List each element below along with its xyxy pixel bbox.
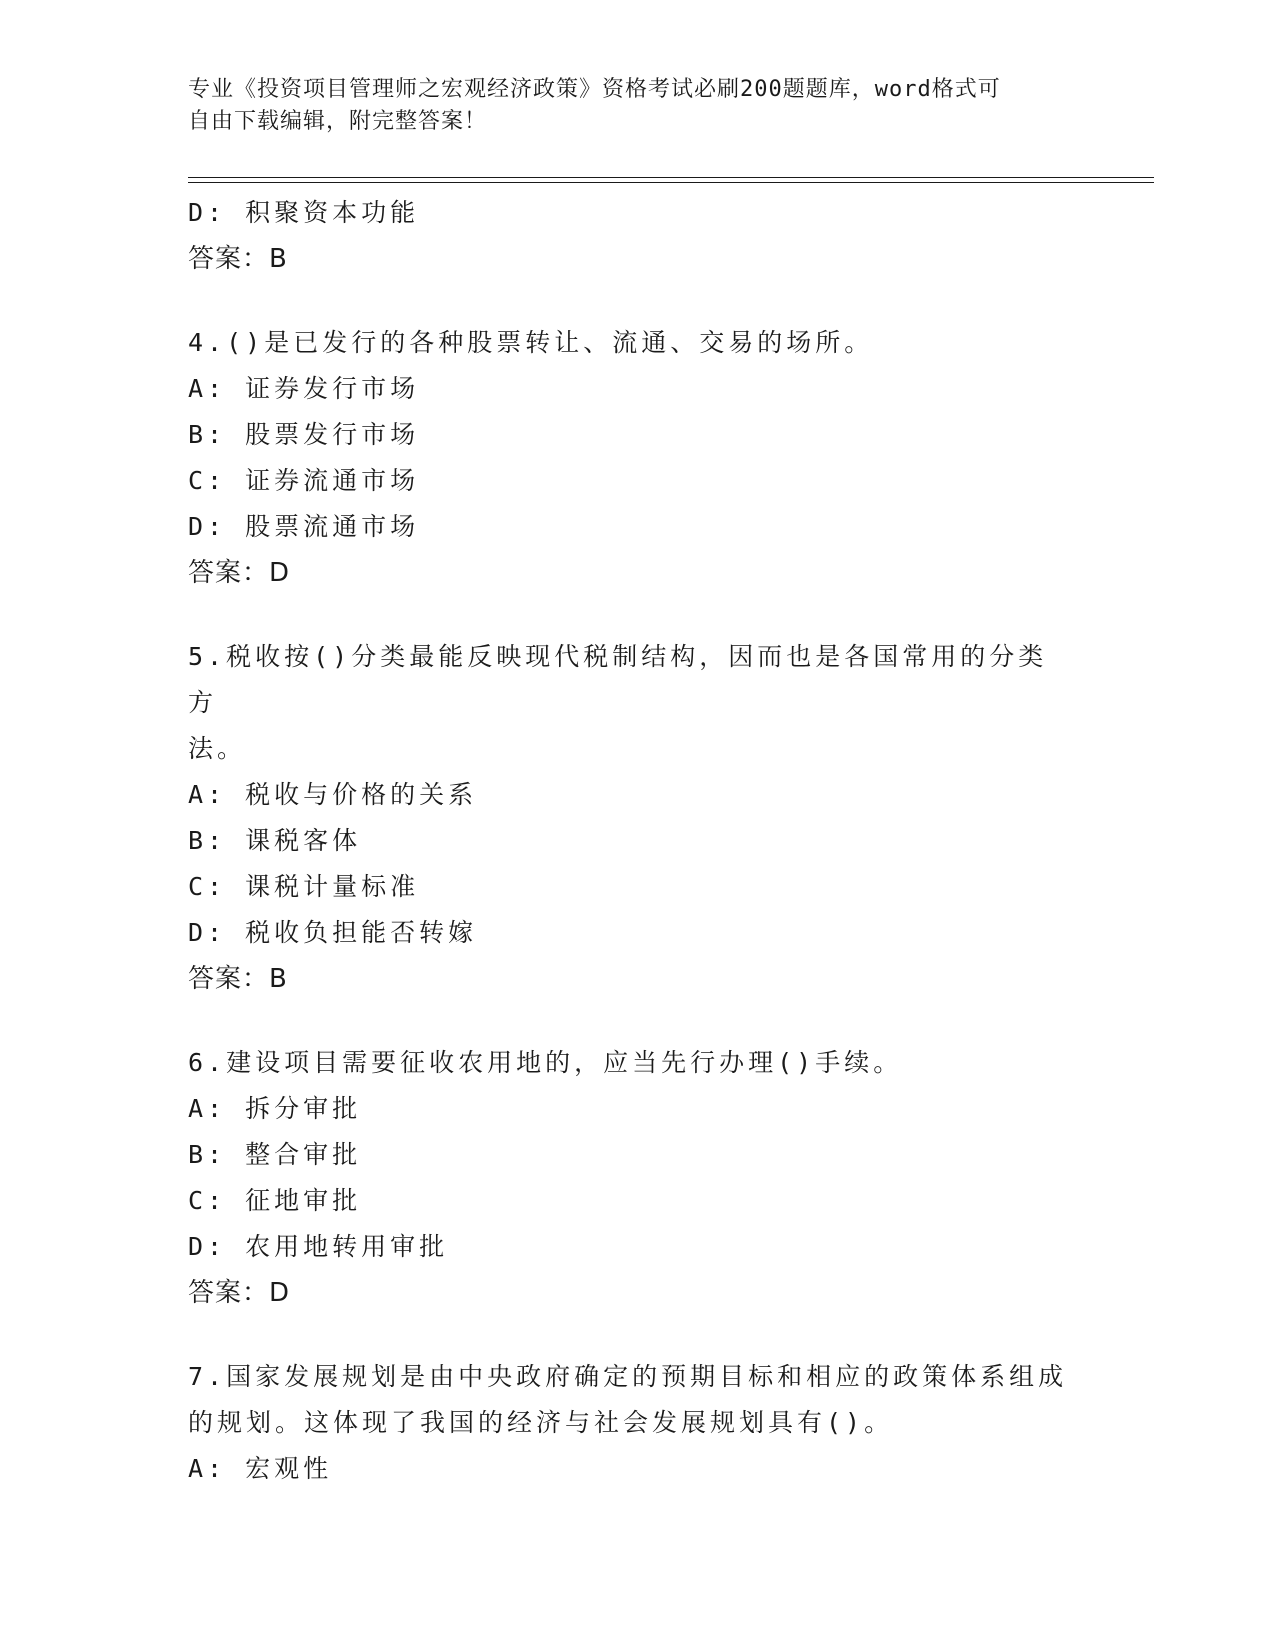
option-b: B: 股票发行市场 bbox=[188, 420, 420, 449]
header-line-2: 自由下载编辑，附完整答案！ bbox=[188, 109, 488, 134]
question-5 bbox=[188, 634, 1068, 772]
option-a: A: 拆分审批 bbox=[188, 1094, 362, 1123]
option-a: A: 宏观性 bbox=[188, 1454, 333, 1483]
option-d: D: 税收负担能否转嫁 bbox=[188, 918, 478, 947]
option-d: D: 股票流通市场 bbox=[188, 512, 420, 541]
header-divider-top bbox=[188, 177, 1154, 178]
question-text: 6.建设项目需要征收农用地的，应当先行办理()手续。 bbox=[188, 1048, 903, 1077]
question-7 bbox=[188, 1354, 1068, 1446]
question-text-line-1: 5.税收按()分类最能反映现代税制结构，因而也是各国常用的分类方 bbox=[188, 642, 1048, 717]
option-c: C: 征地审批 bbox=[188, 1186, 362, 1215]
question-text-line-2: 的规划。这体现了我国的经济与社会发展规划具有()。 bbox=[188, 1408, 894, 1437]
option-a: A: 税收与价格的关系 bbox=[188, 780, 478, 809]
answer-line: 答案：B bbox=[188, 244, 288, 274]
question-text-line-2: 法。 bbox=[188, 734, 247, 763]
option-c: C: 课税计量标准 bbox=[188, 872, 420, 901]
option-a: A: 证券发行市场 bbox=[188, 374, 420, 403]
option-b: B: 课税客体 bbox=[188, 826, 362, 855]
option-c: C: 证券流通市场 bbox=[188, 466, 420, 495]
header-line-1: 专业《投资项目管理师之宏观经济政策》资格考试必刷200题题库，word格式可 bbox=[188, 77, 1001, 102]
question-text: 4.()是已发行的各种股票转让、流通、交易的场所。 bbox=[188, 328, 874, 357]
answer-line: 答案：B bbox=[188, 964, 288, 994]
option-d: D: 积聚资本功能 bbox=[188, 198, 420, 227]
question-4 bbox=[188, 320, 1068, 366]
header-divider-bottom bbox=[188, 182, 1154, 183]
option-b: B: 整合审批 bbox=[188, 1140, 362, 1169]
question-6 bbox=[188, 1040, 1068, 1086]
question-list bbox=[188, 190, 1068, 1492]
question-text-line-1: 7.国家发展规划是由中央政府确定的预期目标和相应的政策体系组成 bbox=[188, 1362, 1068, 1391]
answer-line: 答案：D bbox=[188, 1278, 291, 1308]
option-d: D: 农用地转用审批 bbox=[188, 1232, 449, 1261]
answer-line: 答案：D bbox=[188, 558, 291, 588]
document-header bbox=[188, 74, 1068, 138]
